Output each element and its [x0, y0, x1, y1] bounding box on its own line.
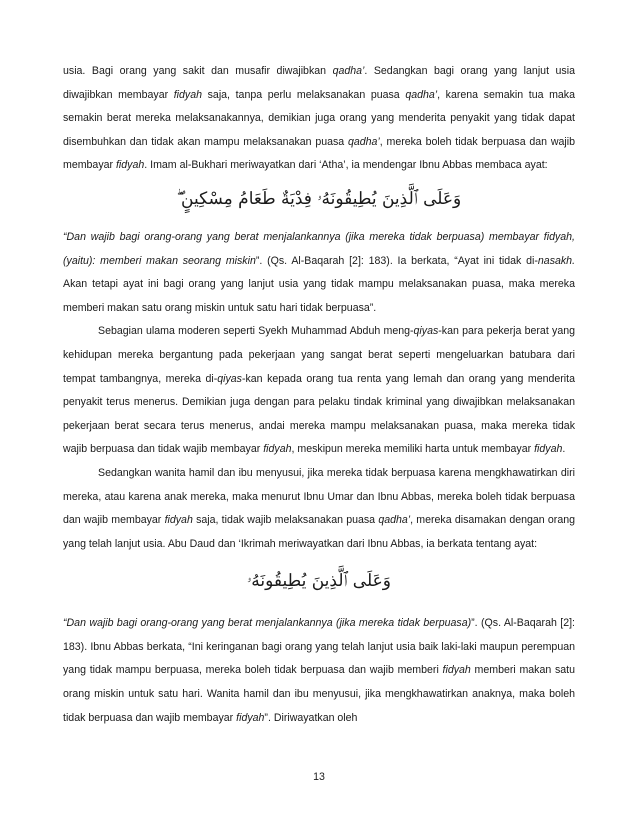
paragraph-3 [63, 320, 575, 462]
italic-term: fidyah [115, 159, 145, 172]
italic-term: qadha’ [347, 135, 380, 148]
italic-term: “Dan wajib bagi orang-orang yang berat menjalankannya (jika mereka tidak berpuasa) [63, 617, 472, 630]
text-run: ”. (Qs. Al-Baqarah [2]: 183). Ia berkata, “Ayat ini tidak di- [255, 254, 538, 267]
italic-term: fidyah [263, 443, 292, 456]
italic-term: qadha’ [405, 88, 438, 101]
text-run: memberi makan satu orang miskin untuk satu hari. Wanita hamil dan ibu menyusui, jika mengkhawatirkan anaknya, maka boleh tidak berpuasa dan wajib membayar [63, 664, 575, 724]
document-page [63, 60, 575, 730]
text-run: . Sedangkan bagi orang yang lanjut usia diwajibkan membayar [63, 65, 575, 101]
italic-term: qadha’ [332, 65, 365, 77]
paragraph-1 [63, 60, 575, 178]
arabic-verse-2: وَعَلَى ٱلَّذِينَ يُطِيقُونَهُۥ [247, 571, 391, 592]
text-run: . Imam al-Bukhari meriwayatkan dari ‘Atha’, ia mendengar Ibnu Abbas membaca ayat: [144, 159, 548, 172]
text-run: saja, tanpa perlu melaksanakan puasa [202, 88, 406, 101]
text-run: saja, tidak wajib melaksanakan puasa [192, 514, 379, 527]
italic-term: qiyas [413, 325, 439, 338]
text-run: , mereka boleh tidak berpuasa dan wajib membayar [63, 135, 575, 172]
italic-term: fidyah [173, 88, 203, 101]
text-run: , karena semakin tua maka semakin berat mereka melaksanakannya, demikian juga orang yang menderita penyakit yang tidak dapat disembuhkan dan tidak akan mampu melaksanakan puasa [63, 88, 575, 148]
italic-term: fidyah [164, 514, 193, 527]
paragraph-4 [63, 462, 575, 556]
italic-term: qiyas [217, 372, 242, 385]
text-run: Sebagian ulama moderen seperti Syekh Muhammad Abduh meng- [98, 325, 414, 338]
italic-term: fidyah [534, 443, 563, 456]
paragraph-5 [63, 612, 575, 730]
text-run: ”. (Qs. Al-Baqarah [2]: 183). Ibnu Abbas berkata, “Ini keringanan bagi orang yang telah lanjut usia baik laki-laki maupun perempuan yang tidak mampu berpuasa, mereka boleh tidak berpuasa dan wajib memberi [63, 617, 575, 677]
text-run: ”. Diriwayatkan oleh [264, 711, 358, 724]
text-run: Sedangkan wanita hamil dan ibu menyusui, jika mereka tidak berpuasa karena mengkhawatirkan diri mereka, atau karena anak mereka, maka menurut Ibnu Umar dan Ibnu Abbas, mereka boleh tidak berpuasa dan wajib membayar [63, 466, 575, 527]
italic-term: fidyah [442, 664, 471, 677]
text-run: , mereka disamakan dengan orang yang telah lanjut usia. Abu Daud dan ‘Ikrimah meriwayatkan dari Ibnu Abbas, ia berkata tentang ayat: [63, 514, 576, 550]
text-run: usia. Bagi orang yang sakit dan musafir diwajibkan [63, 65, 333, 77]
text-run: . [562, 443, 566, 456]
arabic-verse-1: وَعَلَى ٱلَّذِينَ يُطِيقُونَهُۥ فِدْيَةٌ طَعَامُ مِسْكِينٍ ۖ [176, 188, 462, 209]
paragraph-2 [63, 226, 575, 320]
text-run: -kan kepada orang tua renta yang lemah dan orang yang menderita penyakit terus menerus. Demikian juga dengan para pelaku tindak kriminal yang diwajibkan melaksanakan pekerjaan berat secara terus menerus, andai mereka mampu melaksanakan puasa, maka mereka tidak wajib berpuasa dan tidak wajib membayar [63, 372, 575, 456]
page-number: 13 [313, 771, 325, 783]
italic-term: nasakh. [537, 254, 576, 267]
italic-term: qadha’ [378, 514, 411, 527]
text-run: -kan para pekerja berat yang kehidupan mereka bergantung pada pekerjaan yang sangat berat seperti mengeluarkan batubara dari tempat tambangnya, mereka di- [63, 325, 575, 385]
italic-term: fidyah [236, 711, 265, 724]
text-run: , meskipun mereka memiliki harta untuk membayar [291, 443, 535, 456]
italic-term: “Dan wajib bagi orang-orang yang berat menjalankannya (jika mereka tidak berpuasa) membayar fidyah, (yaitu): memberi makan seorang miskin [63, 230, 575, 267]
text-run: Akan tetapi ayat ini bagi orang yang lanjut usia yang tidak mampu melaksanakan puasa, maka mereka memberi makan satu orang miskin untuk satu hari tidak berpuasa”. [63, 278, 575, 314]
